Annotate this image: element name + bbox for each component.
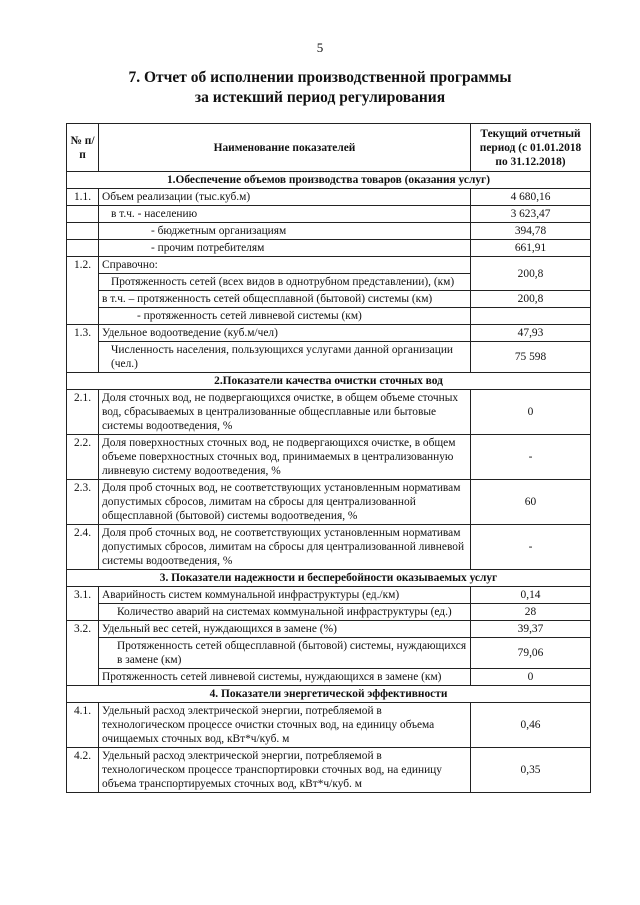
section-title: 1.Обеспечение объемов производства товаров (оказания услуг) (67, 172, 591, 189)
header-name: Наименование показателей (99, 124, 471, 172)
table-row (67, 638, 591, 669)
row-value: 0,14 (471, 587, 591, 604)
row-value: 200,8 (471, 257, 591, 291)
row-name: Удельный расход электрической энергии, потребляемой в технологическом процессе очистки сточных вод, на единицу объема очищаемых сточных вод, кВт*ч/куб. м (99, 703, 471, 748)
row-value: 75 598 (471, 342, 591, 373)
header-num: № п/п (67, 124, 99, 172)
row-number: 3.1. (67, 587, 99, 621)
table-header-row (67, 124, 591, 172)
table-row (67, 206, 591, 223)
row-name: Доля поверхностных сточных вод, не подвергающихся очистке, в общем объеме поверхностных сточных вод, принимаемых в централизованную ливневую систему водоотведения, % (99, 435, 471, 480)
row-name: - бюджетным организациям (99, 223, 471, 240)
row-name: Протяженность сетей (всех видов в однотрубном представлении), (км) (99, 274, 471, 291)
table-row (67, 291, 591, 308)
row-number: 3.2. (67, 621, 99, 686)
row-number: 4.1. (67, 703, 99, 748)
row-name: Аварийность систем коммунальной инфраструктуры (ед./км) (99, 587, 471, 604)
row-name: Доля проб сточных вод, не соответствующих установленным нормативам допустимых сбросов, лимитам на сбросы для централизованной ливневой системы водоотведения, % (99, 525, 471, 570)
row-number: 1.1. (67, 189, 99, 206)
table-row (67, 342, 591, 373)
row-number: 2.4. (67, 525, 99, 570)
row-value: 394,78 (471, 223, 591, 240)
row-name: в т.ч. – протяженность сетей общесплавной (бытовой) системы (км) (99, 291, 471, 308)
table-row (67, 435, 591, 480)
row-number: 2.2. (67, 435, 99, 480)
section-row (67, 570, 591, 587)
row-name: Численность населения, пользующихся услугами данной организации (чел.) (99, 342, 471, 373)
table-row (67, 621, 591, 638)
row-value: 4 680,16 (471, 189, 591, 206)
table-row (67, 604, 591, 621)
section-row (67, 373, 591, 390)
page-number: 5 (316, 40, 324, 55)
row-value: 47,93 (471, 325, 591, 342)
table-row (67, 703, 591, 748)
row-value: 79,06 (471, 638, 591, 669)
row-name: Удельное водоотведение (куб.м/чел) (99, 325, 471, 342)
row-name: Объем реализации (тыс.куб.м) (99, 189, 471, 206)
report-table (66, 123, 591, 793)
row-value: 3 623,47 (471, 206, 591, 223)
row-value: 39,37 (471, 621, 591, 638)
row-number: 4.2. (67, 748, 99, 793)
row-name: Удельный вес сетей, нуждающихся в замене (%) (99, 621, 471, 638)
row-name: Доля проб сточных вод, не соответствующих установленным нормативам допустимых сбросов, лимитам на сбросы для централизованной общесплавной (бытовой) системы водоотведения, % (99, 480, 471, 525)
row-value: 28 (471, 604, 591, 621)
table-row (67, 587, 591, 604)
table-row (67, 748, 591, 793)
row-value: 0 (471, 669, 591, 686)
row-value: - (471, 435, 591, 480)
table-row (67, 257, 591, 274)
row-value: - (471, 525, 591, 570)
table-row (67, 223, 591, 240)
header-period: Текущий отчетный период (с 01.01.2018 по 31.12.2018) (471, 124, 591, 172)
row-name: Протяженность сетей общесплавной (бытовой) системы, нуждающихся в замене (км) (99, 638, 471, 669)
row-name: - протяженность сетей ливневой системы (км) (99, 308, 471, 325)
table-row (67, 325, 591, 342)
section-row (67, 686, 591, 703)
row-number: 2.3. (67, 480, 99, 525)
row-name: Количество аварий на системах коммунальной инфраструктуры (ед.) (99, 604, 471, 621)
title-line-1: 7. Отчет об исполнении производственной программы (128, 69, 512, 86)
row-value (471, 308, 591, 325)
row-number: 1.2. (67, 257, 99, 325)
row-number: 2.1. (67, 390, 99, 435)
row-name: Протяженность сетей ливневой системы, нуждающихся в замене (км) (99, 669, 471, 686)
row-value: 0,35 (471, 748, 591, 793)
row-value: 200,8 (471, 291, 591, 308)
section-row (67, 172, 591, 189)
table-row (67, 669, 591, 686)
row-name: Доля сточных вод, не подвергающихся очистке, в общем объеме сточных вод, сбрасываемых в централизованные общесплавные или бытовые системы водоотведения, % (99, 390, 471, 435)
table-row (67, 480, 591, 525)
row-name: в т.ч. - населению (99, 206, 471, 223)
table-row (67, 308, 591, 325)
section-title: 3. Показатели надежности и бесперебойности оказываемых услуг (67, 570, 591, 587)
row-value: 0 (471, 390, 591, 435)
row-value: 60 (471, 480, 591, 525)
section-title: 4. Показатели энергетической эффективности (67, 686, 591, 703)
document-title (0, 68, 640, 108)
table-row (67, 525, 591, 570)
title-line-2: за истекший период регулирования (194, 89, 446, 106)
row-value: 0,46 (471, 703, 591, 748)
row-name: Удельный расход электрической энергии, потребляемой в технологическом процессе транспортировки сточных вод, на единицу объема транспортируемых сточных вод, кВт*ч/куб. м (99, 748, 471, 793)
row-name: - прочим потребителям (99, 240, 471, 257)
table-row (67, 240, 591, 257)
row-number: 1.3. (67, 325, 99, 373)
table-row (67, 390, 591, 435)
table-row (67, 189, 591, 206)
row-value: 661,91 (471, 240, 591, 257)
section-title: 2.Показатели качества очистки сточных вод (67, 373, 591, 390)
row-name: Справочно: (99, 257, 471, 274)
